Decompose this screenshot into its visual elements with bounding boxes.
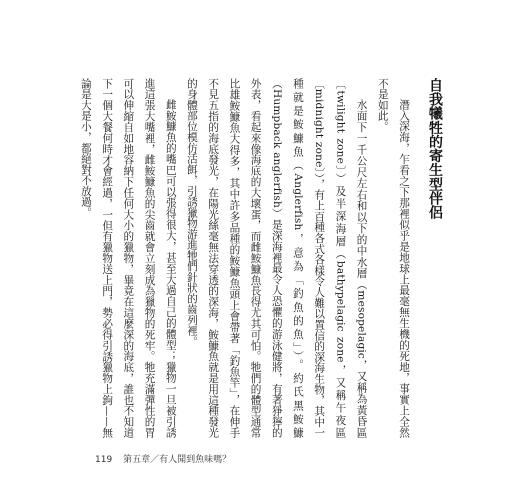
section-title: 自我犧牲的寄生型伴侶 xyxy=(427,78,443,220)
page-footer xyxy=(95,452,239,465)
chapter-title: 第五章／有人聞到魚味嗎？ xyxy=(123,455,232,465)
paragraph: 水面下一千公尺左右和以下的中水層（mesopelagic，又稱為黃昏區〔twilight zone〕）及半深海層（bathypelagic zone，又稱午夜區〔midnight zone〕），有上百種各式各樣令人難以置信的深海生物，其中一種就是鮟鱇魚（Anglerfish，意為「釣魚的魚」）。約氏黑鮟鱇（Humpback anglerfish）是深海裡最令人恐懼的游泳健將，有著猙獰的外表，看起來像海底的大壞蛋，而雌鮟鱇魚長得尤其可怕。牠們的體型通常比雄鮟鱇魚大得多，其中許多品種的鮟鱇魚頭上會帶著「釣魚竿」，在伸手不見五指的海底發光，在陽光絲毫無法穿透的深海，鮟鱇魚就是用這種發光的身體部位模仿活餌，引誘獵物游進牠們針狀的齒列裡。 xyxy=(185,78,368,438)
vertical-text-block xyxy=(75,78,450,438)
paragraph: 潛入深海，乍看之下那裡似乎是地球上最毫無生機的死地，事實上全然不是如此。 xyxy=(376,78,410,438)
paragraph: 雌鮟鱇魚的嘴巴可以張得很大，甚至大過自己的體型；獵物一旦被引誘進這張大嘴裡，雌鮟鱇魚的尖齒就會立刻成為獵物的死牢。牠充滿彈性的胃可以伸縮自如地容納下任何大小的獵物，畢竟在這麼深的海底，誰也不知道下一個大餐何時才會經過，一但有獵物送上門，勢必得引誘獵物上鉤——無論是大是小，都絕對不放過。 xyxy=(79,78,177,438)
page-number: 119 xyxy=(95,455,113,465)
